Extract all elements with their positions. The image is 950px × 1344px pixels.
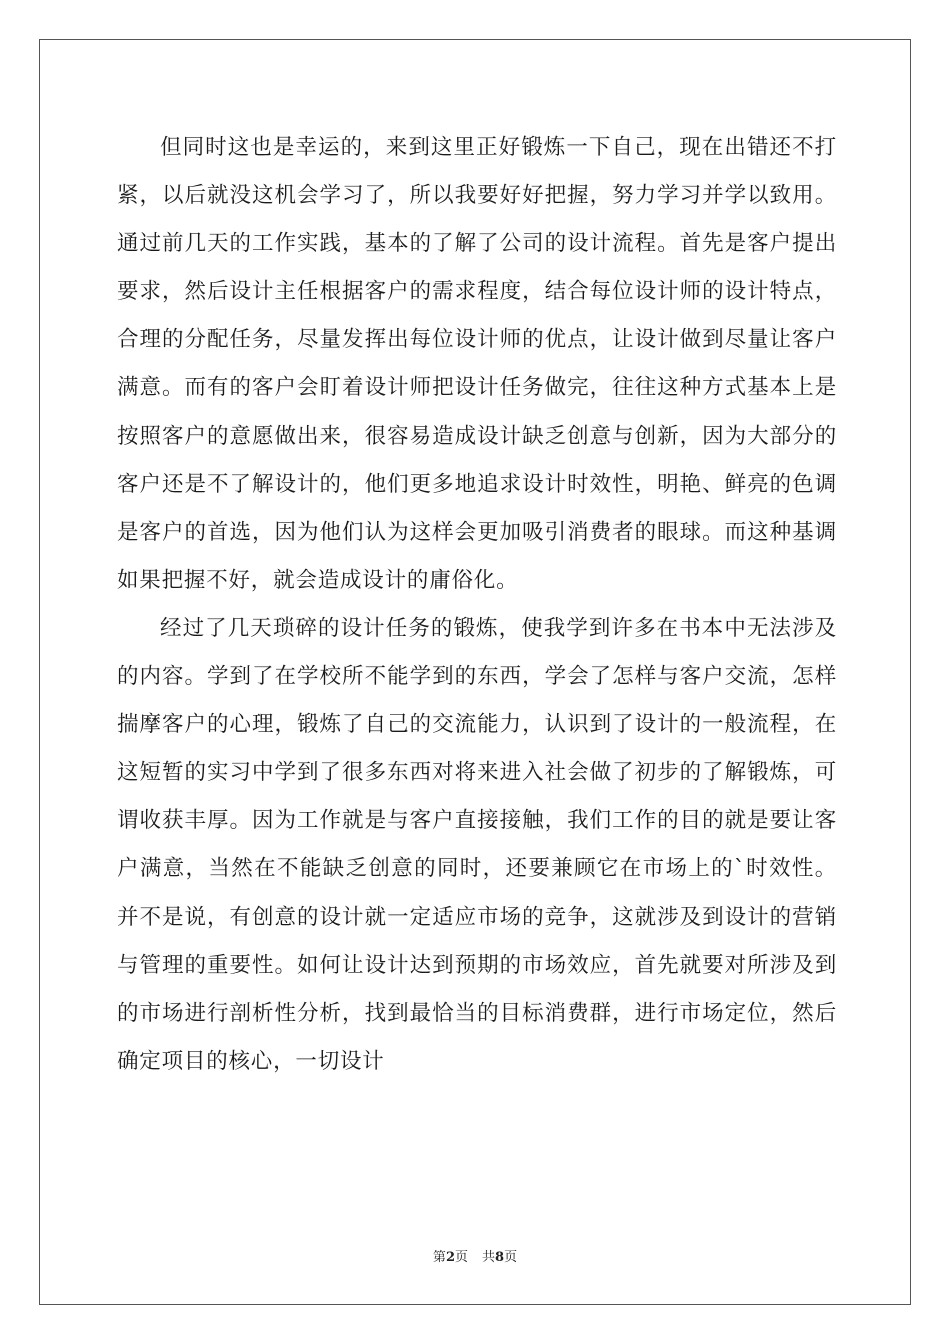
total-prefix: 共 bbox=[482, 1250, 496, 1265]
total-pages: 8 bbox=[495, 1250, 505, 1265]
paragraph-1: 但同时这也是幸运的，来到这里正好锻炼一下自己，现在出错还不打紧，以后就没这机会学习了，所以我要好好把握，努力学习并学以致用。通过前几天的工作实践，基本的了解了公司的设计流程。首先是客户提出要求，然后设计主任根据客户的需求程度，结合每位设计师的设计特点，合理的分配任务，尽量发挥出每位设计师的优点，让设计做到尽量让客户满意。而有的客户会盯着设计师把设计任务做完，往往这种方式基本上是按照客户的意愿做出来，很容易造成设计缺乏创意与创新，因为大部分的客户还是不了解设计的，他们更多地追求设计时效性，明艳、鲜亮的色调是客户的首选，因为他们认为这样会更加吸引消费者的眼球。而这种基调如果把握不好，就会造成设计的庸俗化。 bbox=[117, 135, 837, 593]
page-suffix: 页 bbox=[454, 1250, 468, 1265]
page-number: 2 bbox=[445, 1250, 455, 1265]
document-body bbox=[117, 124, 837, 1086]
total-suffix: 页 bbox=[504, 1250, 518, 1265]
paragraph-2: 经过了几天琐碎的设计任务的锻炼，使我学到许多在书本中无法涉及的内容。学到了在学校所不能学到的东西，学会了怎样与客户交流，怎样揣摩客户的心理，锻炼了自己的交流能力，认识到了设计的一般流程，在这短暂的实习中学到了很多东西对将来进入社会做了初步的了解锻炼，可谓收获丰厚。因为工作就是与客户直接接触，我们工作的目的就是要让客户满意，当然在不能缺乏创意的同时，还要兼顾它在市场上的`时效性。并不是说，有创意的设计就一定适应市场的竞争，这就涉及到设计的营销与管理的重要性。如何让设计达到预期的市场效应，首先就要对所涉及到的市场进行剖析性分析，找到最恰当的目标消费群，进行市场定位，然后确定项目的核心，一切设计 bbox=[117, 615, 837, 1074]
page-footer bbox=[0, 1246, 950, 1265]
page-prefix: 第 bbox=[432, 1250, 446, 1265]
